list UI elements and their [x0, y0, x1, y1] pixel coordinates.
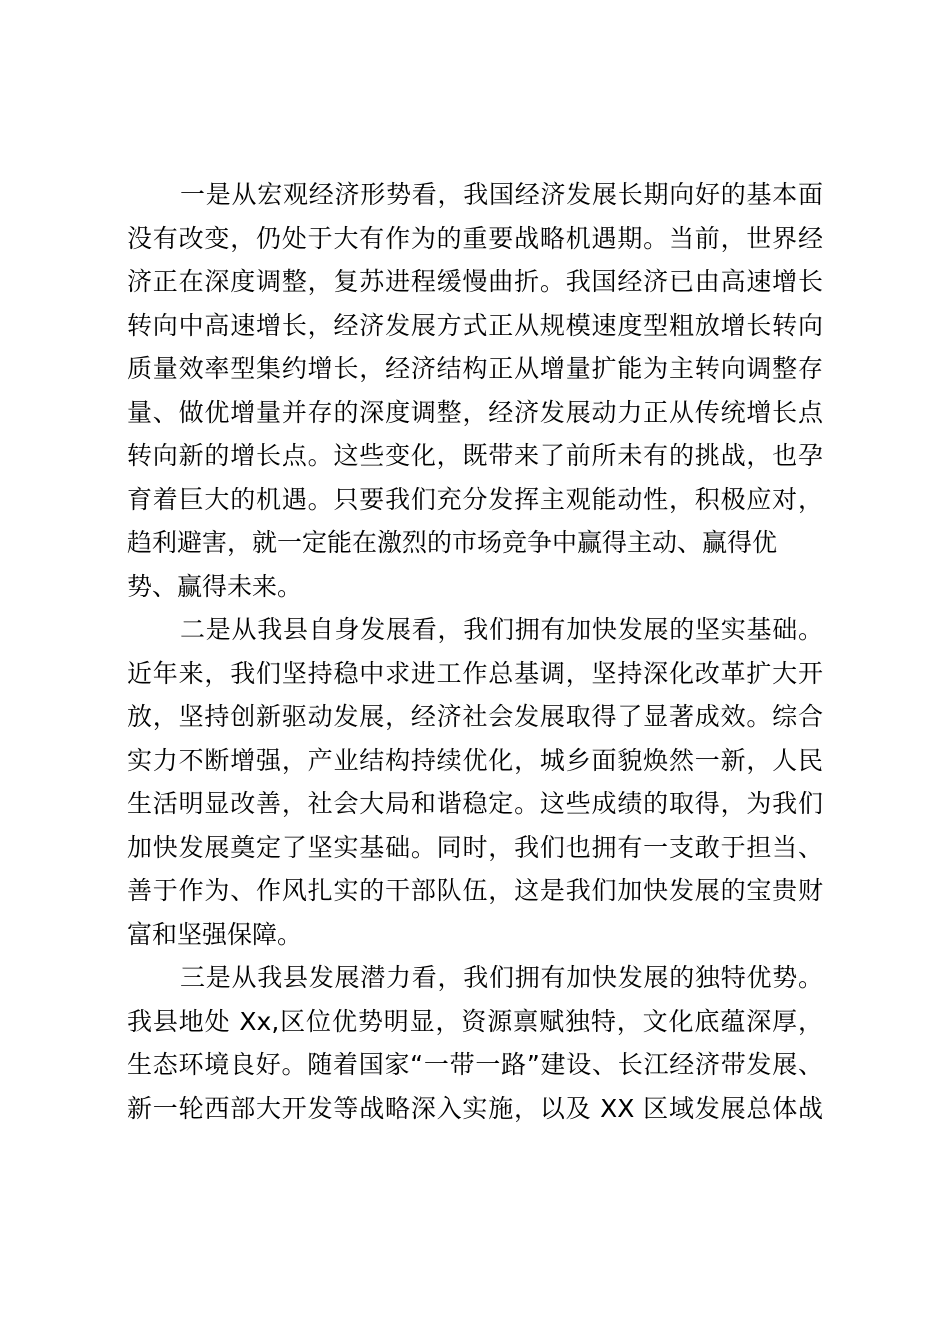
- paragraph-2-line-2: 近年来，我们坚持稳中求进工作总基调，坚持深化改革扩大开: [127, 658, 823, 688]
- paragraph-3-line-4: 新一轮西部大开发等战略深入实施，以及 XX 区域发展总体战: [127, 1093, 823, 1123]
- paragraph-1-line-8: 育着巨大的机遇。只要我们充分发挥主观能动性，积极应对，: [127, 484, 823, 514]
- paragraph-1-line-3: 济正在深度调整，复苏进程缓慢曲折。我国经济已由高速增长: [127, 267, 823, 296]
- paragraph-1-line-6: 量、做优增量并存的深度调整，经济发展动力正从传统增长点: [127, 397, 823, 427]
- paragraph-1-line-1: 一是从宏观经济形势看，我国经济发展长期向好的基本面: [180, 180, 823, 209]
- paragraph-2-line-1: 二是从我县自身发展看，我们拥有加快发展的坚实基础。: [180, 615, 823, 644]
- paragraph-3-line-3: 生态环境良好。随着国家“一带一路”建设、长江经济带发展、: [127, 1050, 823, 1079]
- paragraph-2-line-4: 实力不断增强，产业结构持续优化，城乡面貌焕然一新，人民: [127, 745, 823, 775]
- paragraph-1-line-9: 趋利避害，就一定能在激烈的市场竞争中赢得主动、赢得优: [127, 528, 778, 557]
- paragraph-1-line-7: 转向新的增长点。这些变化，既带来了前所未有的挑战，也孕: [127, 441, 823, 470]
- paragraph-2-line-3: 放，坚持创新驱动发展，经济社会发展取得了显著成效。综合: [127, 702, 823, 731]
- paragraph-1-line-4: 转向中高速增长，经济发展方式正从规模速度型粗放增长转向: [127, 310, 823, 340]
- paragraph-2-line-5: 生活明显改善，社会大局和谐稳定。这些成绩的取得，为我们: [127, 789, 823, 818]
- paragraph-3-line-2: 我县地处 Xx,区位优势明显，资源禀赋独特，文化底蕴深厚，: [127, 1006, 823, 1036]
- paragraph-1-line-5: 质量效率型集约增长，经济结构正从增量扩能为主转向调整存: [127, 354, 823, 383]
- paragraph-2-line-6: 加快发展奠定了坚实基础。同时，我们也拥有一支敢于担当、: [127, 832, 823, 862]
- paragraph-3-line-1: 三是从我县发展潜力看，我们拥有加快发展的独特优势。: [180, 963, 823, 992]
- paragraph-2-line-8: 富和坚强保障。: [127, 919, 303, 949]
- paragraph-1-line-2: 没有改变，仍处于大有作为的重要战略机遇期。当前，世界经: [127, 223, 823, 253]
- paragraph-1-line-10: 势、赢得未来。: [127, 571, 303, 601]
- body-text: [127, 173, 823, 1130]
- paragraph-2-line-7: 善于作为、作风扎实的干部队伍，这是我们加快发展的宝贵财: [127, 876, 823, 905]
